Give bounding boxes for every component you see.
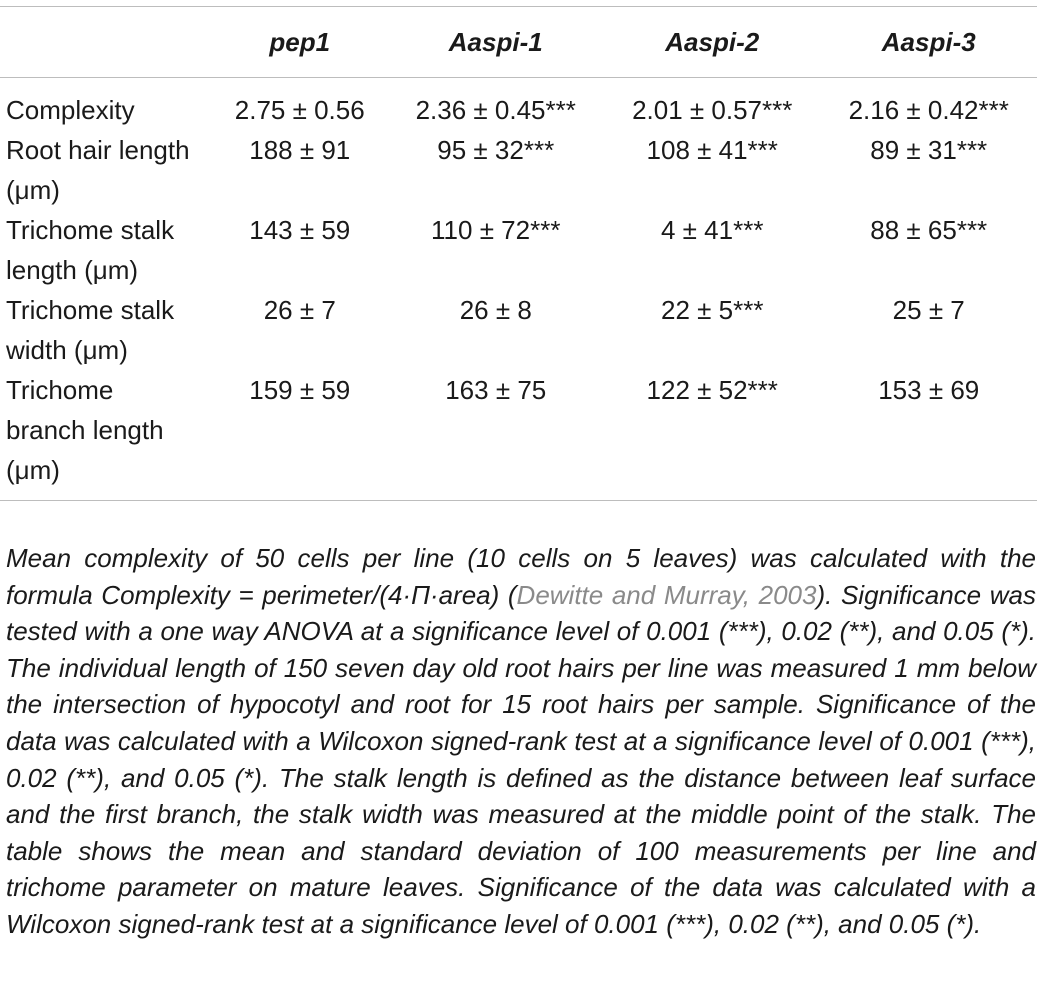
table-row-trichome-branch-length — [0, 370, 1037, 501]
caption-text-before-citation: Mean complexity of 50 cells per line (10 cells on 5 leaves) was calculated with the formula Complexity = perimeter/(4·Π·area) ( — [6, 543, 1036, 610]
cell-aaspi-1: 163 ± 75 — [445, 375, 547, 405]
row-label-line: (μm) — [6, 175, 60, 205]
cell-aaspi-2: 4 ± 41*** — [661, 215, 764, 245]
row-label-line: Trichome — [6, 375, 114, 405]
header-row-label — [0, 7, 212, 78]
cell-pep1: 159 ± 59 — [249, 375, 351, 405]
row-label-line: (μm) — [6, 455, 60, 485]
header-aaspi-2: Aaspi-2 — [665, 27, 760, 57]
cell-aaspi-3: 25 ± 7 — [892, 295, 965, 325]
cell-aaspi-1: 95 ± 32*** — [437, 135, 555, 165]
table-row-trichome-stalk-length — [0, 210, 1037, 290]
header-pep1: pep1 — [269, 27, 331, 57]
cell-pep1: 143 ± 59 — [249, 215, 351, 245]
row-label — [0, 130, 212, 210]
row-label-line: branch length — [6, 415, 164, 445]
table-body — [0, 78, 1037, 501]
row-label-line: Complexity — [6, 95, 135, 125]
header-aaspi-1: Aaspi-1 — [448, 27, 543, 57]
cell-aaspi-2: 108 ± 41*** — [646, 135, 778, 165]
cell-pep1: 2.75 ± 0.56 — [234, 95, 365, 125]
cell-aaspi-1: 26 ± 8 — [459, 295, 532, 325]
cell-aaspi-2: 122 ± 52*** — [646, 375, 778, 405]
row-label — [0, 290, 212, 370]
table-caption — [6, 540, 1036, 943]
row-label-line: Root hair length — [6, 135, 190, 165]
row-label-line: length (μm) — [6, 255, 139, 285]
cell-aaspi-3: 88 ± 65*** — [870, 215, 988, 245]
cell-aaspi-3: 89 ± 31*** — [870, 135, 988, 165]
results-table — [0, 6, 1037, 501]
cell-aaspi-2: 2.01 ± 0.57*** — [632, 95, 793, 125]
row-label — [0, 78, 212, 131]
header-row — [0, 7, 1037, 78]
header-aaspi-3: Aaspi-3 — [881, 27, 976, 57]
caption-text-after-citation: ). Significance was tested with a one way ANOVA at a significance level of 0.001 (***), 0.02 (**), and 0.05 (*). The individual length of 150 seven day old root hairs per line was measured 1 mm below the intersection of hypocotyl and root for 15 root hairs per sample. Significance of the data was calculated with a Wilcoxon signed-rank test at a significance level of 0.001 (***), 0.02 (**), and 0.05 (*). The stalk length is defined as the distance between leaf surface and the first branch, the stalk width was measured at the middle point of the stalk. The table shows the mean and standard deviation of 100 measurements per line and trichome parameter on mature leaves. Significance of the data was calculated with a Wilcoxon signed-rank test at a significance level of 0.001 (***), 0.02 (**), and 0.05 (*). — [6, 579, 1036, 939]
cell-aaspi-1: 2.36 ± 0.45*** — [415, 95, 576, 125]
cell-aaspi-1: 110 ± 72*** — [431, 215, 561, 245]
caption-citation-link[interactable]: Dewitte and Murray, 2003 — [516, 579, 817, 610]
cell-aaspi-2: 22 ± 5*** — [661, 295, 764, 325]
row-label — [0, 210, 212, 290]
table-row-trichome-stalk-width — [0, 290, 1037, 370]
row-label-line: Trichome stalk — [6, 215, 175, 245]
table-row-root-hair-length — [0, 130, 1037, 210]
row-label-line: width (μm) — [6, 335, 128, 365]
cell-aaspi-3: 2.16 ± 0.42*** — [848, 95, 1009, 125]
row-label — [0, 370, 212, 501]
row-label-line: Trichome stalk — [6, 295, 175, 325]
table-header — [0, 7, 1037, 78]
cell-pep1: 26 ± 7 — [263, 295, 336, 325]
cell-pep1: 188 ± 91 — [249, 135, 351, 165]
cell-aaspi-3: 153 ± 69 — [878, 375, 980, 405]
table-row-complexity — [0, 78, 1037, 131]
